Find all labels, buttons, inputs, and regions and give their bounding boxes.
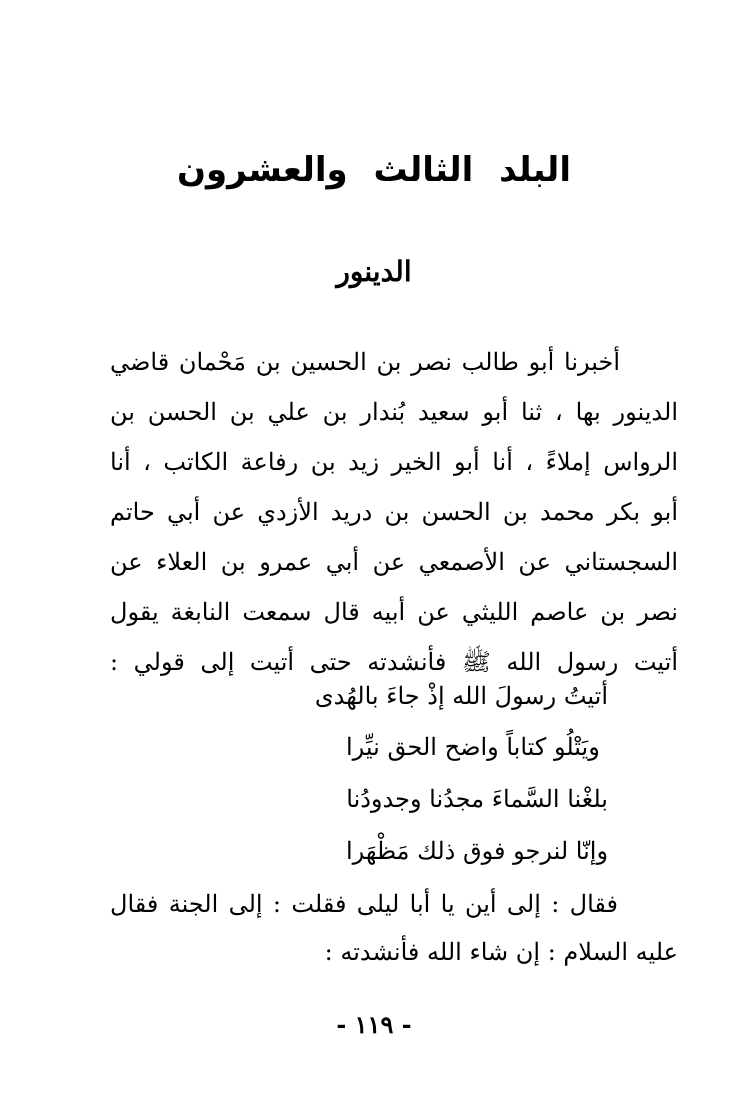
paragraph-line: الرواس إملاءً ، أنا أبو الخير زيد بن رفاعة الكاتب ، أنا bbox=[110, 448, 678, 476]
verse-second-hemistich: وإنّا لنرجو فوق ذلك مَظْهَرا bbox=[346, 837, 609, 865]
verse-first-hemistich: بلغْنا السَّماءَ مجدُنا وجدودُنا bbox=[346, 785, 608, 813]
paragraph-line: نصر بن عاصم الليثي عن أبيه قال سمعت النابغة يقول bbox=[110, 598, 678, 626]
body-paragraph bbox=[110, 337, 678, 687]
paragraph-line: السجستاني عن الأصمعي عن أبي عمرو بن العلاء عن bbox=[110, 548, 678, 576]
paragraph-line: أبو بكر محمد بن الحسن بن دريد الأزدي عن أبي حاتم bbox=[110, 498, 679, 526]
paragraph-line: أتيت رسول الله ﷺ فأنشدته حتى أتيت إلى قولي : bbox=[110, 648, 678, 676]
paragraph-line: أخبرنا أبو طالب نصر بن الحسين بن مَحْمان قاضي bbox=[110, 348, 620, 376]
paragraph-line: عليه السلام : إن شاء الله فأنشدته : bbox=[324, 938, 678, 966]
section-title: الدينور bbox=[336, 255, 412, 288]
closing-paragraph bbox=[110, 880, 678, 976]
paragraph-line: الدينور بها ، ثنا أبو سعيد بُندار بن علي بن الحسن بن bbox=[110, 398, 678, 426]
verse-second-hemistich: ويَتْلُو كتاباً واضح الحق نيِّرا bbox=[346, 733, 600, 761]
page-number: - ١١٩ - bbox=[336, 1010, 412, 1039]
paragraph-line: فقال : إلى أين يا أبا ليلى فقلت : إلى الجنة فقال bbox=[110, 890, 618, 918]
chapter-title: البلد الثالث والعشرون bbox=[177, 150, 571, 190]
verse-first-hemistich: أتيتُ رسولَ الله إذْ جاءَ بالهُدى bbox=[314, 682, 608, 710]
